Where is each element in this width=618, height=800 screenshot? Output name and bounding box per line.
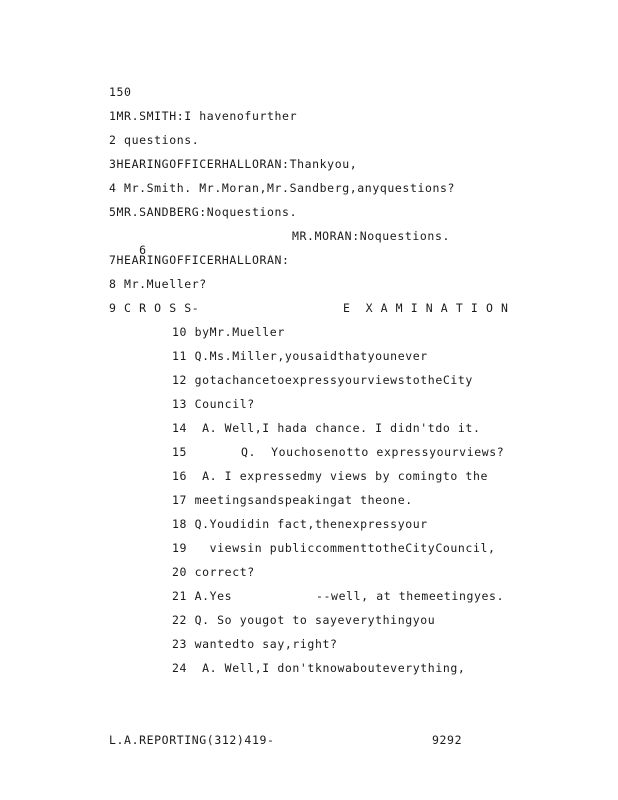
transcript-line-15: 15 bbox=[172, 445, 188, 459]
transcript-line-11: 11 Q.Ms.Miller,yousaidthatyounever bbox=[172, 349, 428, 363]
footer-phone-suffix: 9292 bbox=[432, 733, 463, 747]
transcript-line-1: 1MR.SMITH:I havenofurther bbox=[109, 109, 298, 123]
transcript-line-18: 18 Q.Youdidin fact,thenexpressyour bbox=[172, 517, 428, 531]
transcript-line-10: 10 byMr.Mueller bbox=[172, 325, 285, 339]
transcript-line-13: 13 Council? bbox=[172, 397, 255, 411]
transcript-line-6-speech: MR.MORAN:Noquestions. bbox=[292, 229, 450, 243]
line-number: 6 bbox=[139, 243, 147, 257]
transcript-line-21-speech: --well, at themeetingyes. bbox=[316, 589, 505, 603]
transcript-line-20: 20 correct? bbox=[172, 565, 255, 579]
transcript-line-7: 7HEARINGOFFICERHALLORAN: bbox=[109, 253, 290, 267]
cross-examination-heading: E X A M I N A T I O N bbox=[343, 301, 509, 315]
transcript-line-23: 23 wantedto say,right? bbox=[172, 637, 338, 651]
transcript-line-12: 12 gotachancetoexpressyourviewstotheCity bbox=[172, 373, 473, 387]
transcript-line-17: 17 meetingsandspeakingat theone. bbox=[172, 493, 413, 507]
transcript-line-19: 19 viewsin publiccommenttotheCityCouncil, bbox=[172, 541, 496, 555]
page-number: 150 bbox=[109, 85, 132, 99]
transcript-line-14: 14 A. Well,I hada chance. I didn'tdo it. bbox=[172, 421, 481, 435]
transcript-line-4: 4 Mr.Smith. Mr.Moran,Mr.Sandberg,anyquestions? bbox=[109, 181, 456, 195]
transcript-line-3: 3HEARINGOFFICERHALLORAN:Thankyou, bbox=[109, 157, 358, 171]
transcript-line-5: 5MR.SANDBERG:Noquestions. bbox=[109, 205, 298, 219]
transcript-line-21: 21 A.Yes bbox=[172, 589, 233, 603]
transcript-line-2: 2 questions. bbox=[109, 133, 200, 147]
transcript-line-22: 22 Q. So yougot to sayeverythingyou bbox=[172, 613, 436, 627]
transcript-line-9: 9 C R O S S- bbox=[109, 301, 200, 315]
transcript-line-15-speech: Q. Youchosenotto expressyourviews? bbox=[241, 445, 505, 459]
transcript-line-16: 16 A. I expressedmy views by comingto the bbox=[172, 469, 488, 483]
transcript-line-24: 24 A. Well,I don'tknowabouteverything, bbox=[172, 661, 466, 675]
footer-reporter: L.A.REPORTING(312)419- bbox=[109, 733, 275, 747]
transcript-line-8: 8 Mr.Mueller? bbox=[109, 277, 207, 291]
